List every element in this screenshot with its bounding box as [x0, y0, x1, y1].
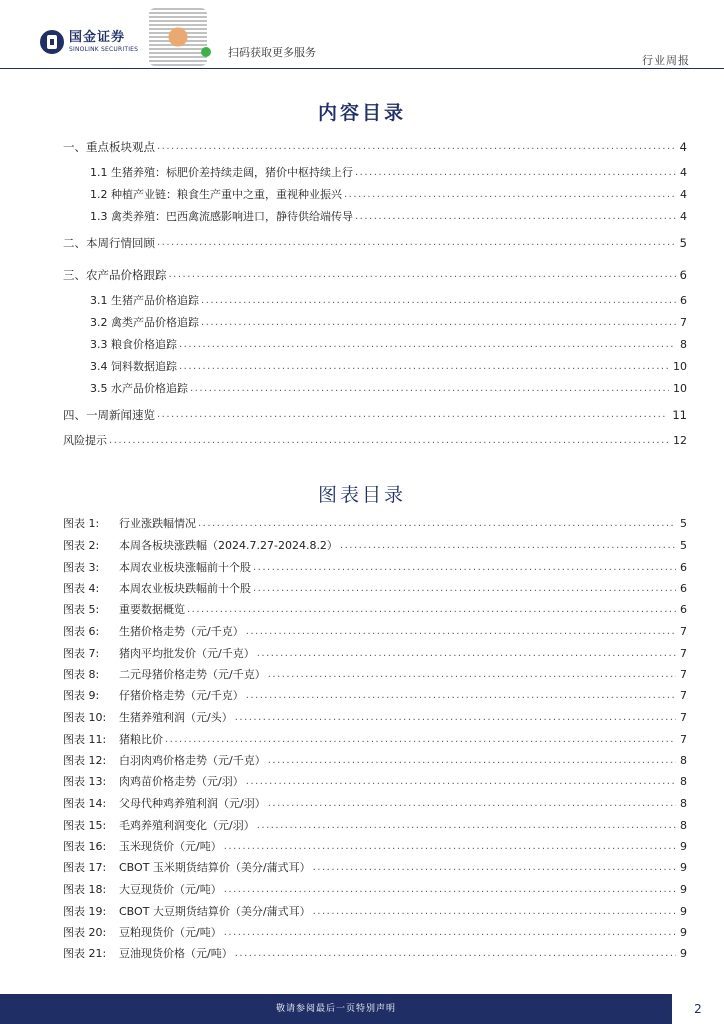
figure-entry[interactable]: [63, 666, 687, 682]
figure-label: 豆油现货价格（元/吨）: [119, 947, 233, 960]
toc-entry-label: 3.4 饲料数据追踪: [90, 360, 177, 373]
toc-entry-label: 三、农产品价格跟踪: [63, 268, 167, 282]
figure-entry[interactable]: [63, 945, 687, 961]
figure-entry[interactable]: [63, 623, 687, 639]
figure-label: 生猪价格走势（元/千克）: [119, 625, 244, 638]
figure-page: 8: [680, 797, 687, 810]
figure-entry[interactable]: [63, 601, 687, 617]
figure-number: 图表 2:: [63, 539, 100, 552]
figure-page: 7: [680, 711, 687, 724]
figure-page: 7: [680, 689, 687, 702]
leader-dots: [268, 754, 676, 768]
figure-page: 8: [680, 754, 687, 767]
figure-label: 猪粮比价: [119, 733, 163, 746]
leader-dots: [198, 517, 676, 531]
toc-entry-page: 5: [679, 236, 687, 250]
figure-entry[interactable]: [63, 709, 687, 725]
figure-label: 本周农业板块跌幅前十个股: [119, 582, 251, 595]
figure-page: 9: [680, 905, 687, 918]
figure-label: 玉米现货价（元/吨）: [119, 840, 222, 853]
figure-entry[interactable]: [63, 731, 687, 747]
wechat-badge-icon: [201, 47, 211, 57]
figure-page: 9: [680, 861, 687, 874]
figure-entry[interactable]: [63, 881, 687, 897]
toc-entry-label: 1.1 生猪养殖：标肥价差持续走阔，猪价中枢持续上行: [90, 166, 353, 179]
leader-dots: [268, 797, 676, 811]
leader-dots: [355, 210, 676, 224]
leader-dots: [224, 840, 676, 854]
toc-entry-page: 4: [680, 188, 687, 201]
leader-dots: [165, 733, 676, 747]
figure-entry[interactable]: [63, 687, 687, 703]
toc-entry-label: 3.3 粮食价格追踪: [90, 338, 177, 351]
toc-entry[interactable]: [90, 380, 687, 396]
leader-dots: [355, 166, 676, 180]
leader-dots: [187, 603, 676, 617]
figure-number: 图表 8:: [63, 668, 100, 681]
logo-en: SINOLINK SECURITIES: [69, 46, 139, 53]
figure-number: 图表 20:: [63, 926, 107, 939]
figure-entry[interactable]: [63, 645, 687, 661]
toc-entry[interactable]: [63, 138, 687, 154]
figure-page: 6: [680, 561, 687, 574]
figure-label: 猪肉平均批发价（元/千克）: [119, 647, 255, 660]
leader-dots: [257, 647, 676, 661]
toc-entry-page: 8: [680, 338, 687, 351]
figure-number: 图表 3:: [63, 561, 100, 574]
figure-number: 图表 15:: [63, 819, 107, 832]
toc-entry[interactable]: [90, 186, 687, 202]
toc-entry-page: 4: [680, 210, 687, 223]
figure-entry[interactable]: [63, 924, 687, 940]
toc-entry-page: 6: [680, 294, 687, 307]
page-number: 2: [694, 1002, 702, 1016]
toc-entry-label: 风险提示: [63, 434, 107, 447]
figure-number: 图表 10:: [63, 711, 107, 724]
toc-entry[interactable]: [90, 336, 687, 352]
figure-page: 9: [680, 947, 687, 960]
figure-number: 图表 4:: [63, 582, 100, 595]
figure-number: 图表 13:: [63, 775, 107, 788]
figure-label: 毛鸡养殖利润变化（元/羽）: [119, 819, 255, 832]
figure-page: 7: [680, 733, 687, 746]
toc-entry-label: 1.2 种植产业链：粮食生产重中之重，重视种业振兴: [90, 188, 342, 201]
leader-dots: [157, 408, 668, 422]
figure-entry[interactable]: [63, 752, 687, 768]
toc-entry-page: 11: [672, 408, 687, 422]
toc-entry[interactable]: [63, 234, 687, 250]
figure-label: 二元母猪价格走势（元/千克）: [119, 668, 266, 681]
figure-entry[interactable]: [63, 903, 687, 919]
toc-entry-label: 3.1 生猪产品价格追踪: [90, 294, 199, 307]
toc-entry-page: 6: [679, 268, 687, 282]
leader-dots: [313, 861, 676, 875]
leader-dots: [313, 905, 676, 919]
toc-entry-page: 7: [680, 316, 687, 329]
toc-entry[interactable]: [63, 406, 687, 422]
leader-dots: [235, 947, 676, 961]
toc-entry[interactable]: [63, 266, 687, 282]
figure-number: 图表 11:: [63, 733, 107, 746]
leader-dots: [179, 338, 676, 352]
figure-label: 仔猪价格走势（元/千克）: [119, 689, 244, 702]
figure-entry[interactable]: [63, 537, 687, 553]
leader-dots: [268, 668, 676, 682]
toc-entry-page: 4: [680, 166, 687, 179]
leader-dots: [169, 268, 676, 282]
figure-number: 图表 19:: [63, 905, 107, 918]
toc-entry-page: 10: [673, 360, 687, 373]
leader-dots: [257, 819, 676, 833]
toc-entry[interactable]: [90, 314, 687, 330]
leader-dots: [157, 140, 676, 154]
logo-cn: 国金证券: [69, 30, 126, 45]
toc-entry[interactable]: [90, 164, 687, 180]
leader-dots: [235, 711, 676, 725]
figure-page: 9: [680, 840, 687, 853]
figure-page: 8: [680, 775, 687, 788]
figure-page: 5: [680, 517, 687, 530]
figure-number: 图表 7:: [63, 647, 100, 660]
toc-entry-label: 1.3 禽类养殖：巴西禽流感影响进口，静待供给端传导: [90, 210, 353, 223]
figure-page: 7: [680, 668, 687, 681]
report-category: 行业周报: [642, 54, 690, 67]
figure-number: 图表 17:: [63, 861, 107, 874]
figure-number: 图表 21:: [63, 947, 107, 960]
leader-dots: [190, 382, 669, 396]
figure-page: 9: [680, 926, 687, 939]
figure-entry[interactable]: [63, 817, 687, 833]
toc-entry[interactable]: [90, 292, 687, 308]
figure-entry[interactable]: [63, 580, 687, 596]
toc-entry[interactable]: [90, 358, 687, 374]
qr-caption: 扫码获取更多服务: [228, 46, 316, 59]
figure-entry[interactable]: [63, 859, 687, 875]
toc-entry-page: 10: [673, 382, 687, 395]
leader-dots: [224, 926, 676, 940]
figure-label: CBOT 玉米期货结算价（美分/蒲式耳）: [119, 861, 311, 874]
leader-dots: [201, 316, 676, 330]
figure-label: 白羽肉鸡价格走势（元/千克）: [119, 754, 266, 767]
figure-page: 6: [680, 582, 687, 595]
figure-label: 本周农业板块涨幅前十个股: [119, 561, 251, 574]
leader-dots: [344, 188, 676, 202]
figure-page: 7: [680, 647, 687, 660]
figures-title: 图表目录: [317, 484, 406, 506]
leader-dots: [109, 434, 669, 448]
leader-dots: [157, 236, 676, 250]
toc-entry-label: 二、本周行情回顾: [63, 236, 155, 250]
figure-page: 9: [680, 883, 687, 896]
figure-label: 父母代种鸡养殖利润（元/羽）: [119, 797, 266, 810]
figure-number: 图表 6:: [63, 625, 100, 638]
figure-number: 图表 18:: [63, 883, 107, 896]
figure-label: 肉鸡苗价格走势（元/羽）: [119, 775, 244, 788]
figure-label: 豆粕现货价（元/吨）: [119, 926, 222, 939]
leader-dots: [340, 539, 676, 553]
figure-number: 图表 5:: [63, 603, 100, 616]
figure-label: 重要数据概览: [119, 603, 185, 616]
figure-number: 图表 16:: [63, 840, 107, 853]
toc-entry-page: 4: [679, 140, 687, 154]
figure-label: 大豆现货价（元/吨）: [119, 883, 222, 896]
figure-label: CBOT 大豆期货结算价（美分/蒲式耳）: [119, 905, 311, 918]
toc-entry[interactable]: [90, 208, 687, 224]
leader-dots: [253, 561, 676, 575]
figure-entry[interactable]: [63, 838, 687, 854]
figure-page: 8: [680, 819, 687, 832]
toc-entry-page: 12: [673, 434, 687, 447]
figure-number: 图表 9:: [63, 689, 100, 702]
logo-icon: [40, 30, 64, 54]
figure-number: 图表 1:: [63, 517, 100, 530]
leader-dots: [246, 775, 676, 789]
figure-label: 行业涨跌幅情况: [119, 517, 196, 530]
toc-entry-label: 四、一周新闻速览: [63, 408, 155, 422]
qr-code-icon: [149, 8, 207, 66]
leader-dots: [246, 625, 676, 639]
toc-entry-label: 3.5 水产品价格追踪: [90, 382, 188, 395]
figure-label: 本周各板块涨跌幅（2024.7.27-2024.8.2）: [119, 539, 338, 552]
toc-entry[interactable]: [63, 432, 687, 448]
figure-page: 6: [680, 603, 687, 616]
figure-entry[interactable]: [63, 773, 687, 789]
figure-page: 7: [680, 625, 687, 638]
leader-dots: [224, 883, 676, 897]
page-header: [0, 0, 724, 70]
figure-number: 图表 14:: [63, 797, 107, 810]
company-logo: [40, 30, 138, 54]
leader-dots: [253, 582, 676, 596]
toc-entry-label: 3.2 禽类产品价格追踪: [90, 316, 199, 329]
leader-dots: [246, 689, 676, 703]
figure-entry[interactable]: [63, 559, 687, 575]
figure-entry[interactable]: [63, 515, 687, 531]
toc-title: 内容目录: [317, 102, 406, 124]
footer-disclaimer: 敬请参阅最后一页特别声明: [275, 1004, 396, 1014]
figure-entry[interactable]: [63, 795, 687, 811]
figure-number: 图表 12:: [63, 754, 107, 767]
leader-dots: [179, 360, 669, 374]
leader-dots: [201, 294, 676, 308]
figure-label: 生猪养殖利润（元/头）: [119, 711, 233, 724]
header-divider: [0, 68, 724, 69]
toc-entry-label: 一、重点板块观点: [63, 140, 155, 154]
page-footer: [0, 994, 724, 1024]
figure-page: 5: [680, 539, 687, 552]
